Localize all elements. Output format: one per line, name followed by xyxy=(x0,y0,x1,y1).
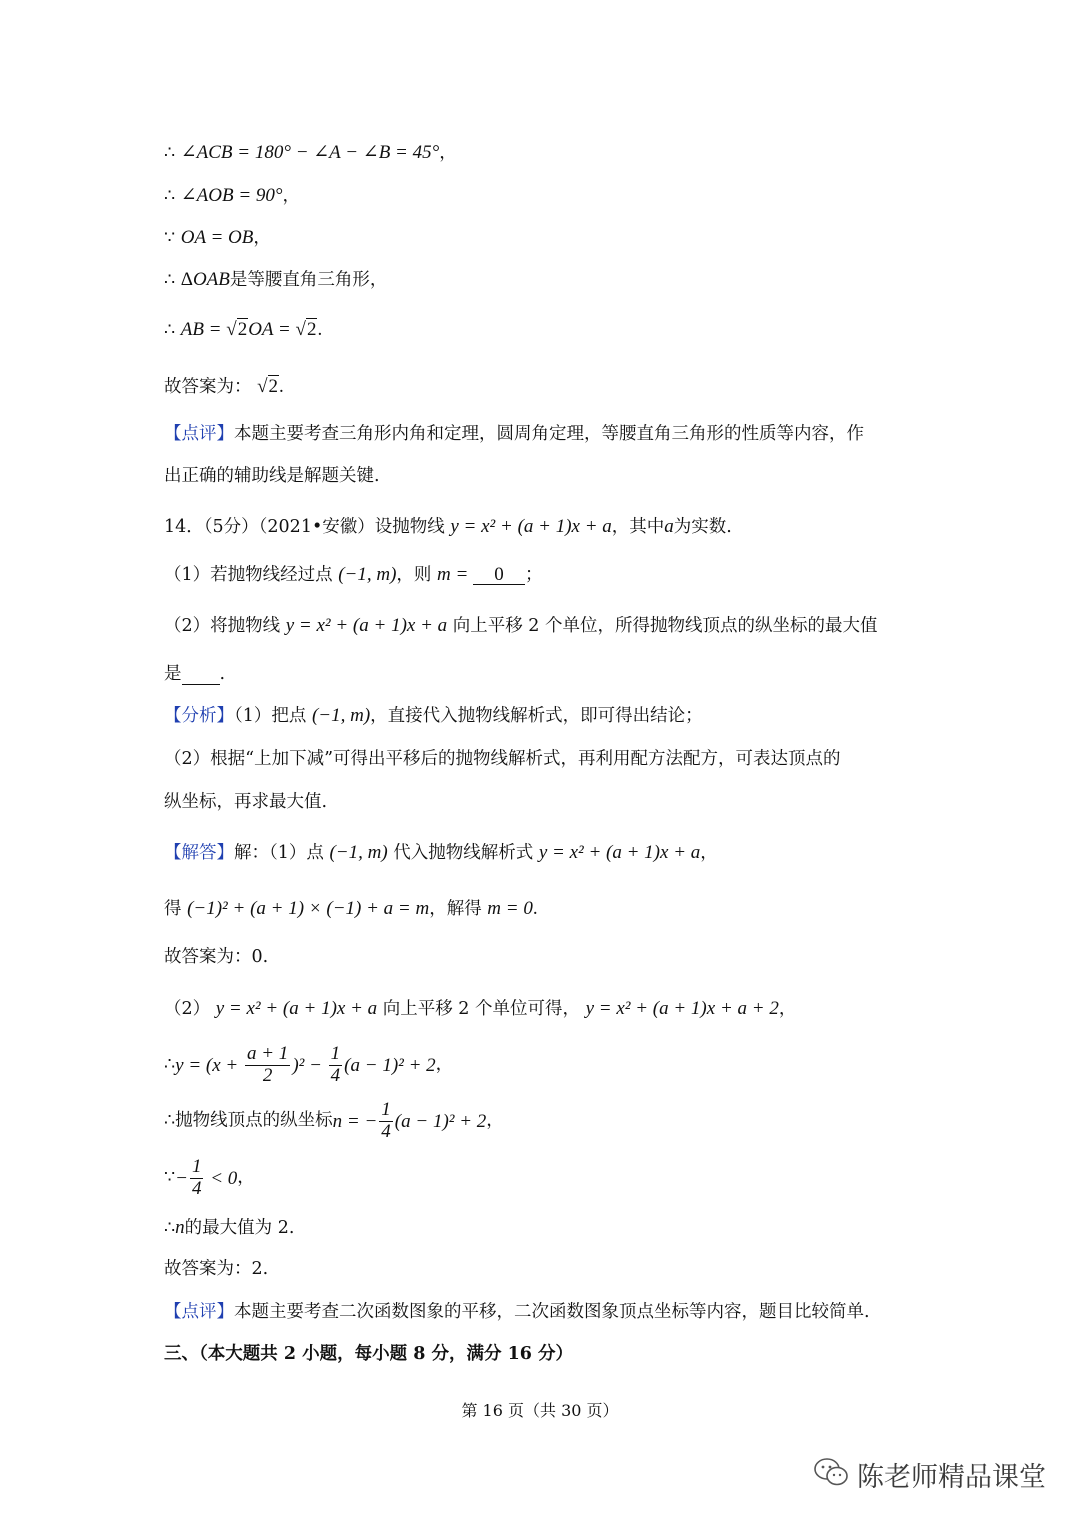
fraction-denominator: 4 xyxy=(191,1177,202,1199)
sqrt-sign: √2 xyxy=(226,319,248,340)
analysis-text: 纵坐标，再求最大值. xyxy=(164,792,328,812)
punct: . xyxy=(317,319,323,340)
solution-vertex-y xyxy=(164,1100,504,1143)
math-expression: m = xyxy=(437,564,474,585)
sqrt-sign: √2 xyxy=(295,319,317,340)
punct: ， xyxy=(700,843,718,863)
question-number: 14． xyxy=(164,517,204,537)
math-variable: n xyxy=(175,1217,185,1238)
part-text: 向上平移 2 个单位，所得抛物线顶点的纵坐标的最大值 xyxy=(452,616,878,636)
fraction-numerator: a + 1 xyxy=(246,1043,289,1064)
line-2 xyxy=(164,186,300,206)
section-3-heading xyxy=(164,1346,573,1364)
page-number: 第 16 页（共 30 页） xyxy=(461,1401,619,1420)
solution-vertex-form xyxy=(164,1044,453,1087)
math-expression: (−1, m) xyxy=(311,705,371,726)
line-1 xyxy=(164,143,457,163)
part-label: （2） xyxy=(164,999,211,1019)
watermark-text: 陈老师精品课堂 xyxy=(857,1462,1046,1493)
math-expression: < 0 xyxy=(205,1167,238,1189)
therefore-symbol: ∴ xyxy=(164,1218,176,1238)
therefore-symbol: ∴ xyxy=(164,186,176,206)
punct: . xyxy=(219,664,226,684)
punct: ， xyxy=(237,1167,255,1188)
punct: ， xyxy=(253,228,271,248)
question-text: ，其中 xyxy=(611,517,665,537)
fraction xyxy=(329,1044,343,1087)
analysis-text: （2）根据“上加下减”可得出平移后的抛物线解析式，再利用配方法配方，可表达顶点的 xyxy=(164,749,841,769)
therefore-symbol: ∴ xyxy=(164,143,176,163)
solution-text: 代入抛物线解析式 xyxy=(393,843,534,863)
page-footer xyxy=(0,1398,1080,1421)
fraction-numerator: 1 xyxy=(330,1043,341,1064)
watermark xyxy=(813,1455,1046,1494)
math-expression: OA = xyxy=(248,319,296,340)
question-14 xyxy=(164,517,732,537)
punct: ， xyxy=(282,186,300,206)
part-text: ，则 xyxy=(396,565,432,585)
math-expression: (−1, m) xyxy=(329,842,388,863)
punct: . xyxy=(532,898,538,919)
answer-blank xyxy=(182,666,220,685)
fraction-numerator: 1 xyxy=(381,1099,391,1120)
math-expression: AB = xyxy=(180,319,227,340)
sqrt-radicand: 2 xyxy=(237,319,248,340)
because-symbol: ∵ xyxy=(164,228,176,248)
solution-answer-1 xyxy=(164,949,268,967)
fraction-denominator: 4 xyxy=(330,1064,341,1086)
solution-text: 解：（1）点 xyxy=(234,843,324,863)
math-expression: y = x² + (a + 1)x + a xyxy=(538,842,701,863)
line-5 xyxy=(164,320,322,340)
review-1 xyxy=(164,426,864,444)
fraction-denominator: 4 xyxy=(381,1120,391,1142)
review-text: 本题主要考查二次函数图象的平移，二次函数图象顶点坐标等内容，题目比较简单. xyxy=(234,1302,870,1322)
question-text: 为实数. xyxy=(673,517,732,537)
solution xyxy=(164,843,718,863)
math-expression: y = x² + (a + 1)x + a xyxy=(450,516,612,537)
math-expression: − xyxy=(175,1167,188,1189)
sqrt-radicand: 2 xyxy=(306,319,317,340)
section-heading: 三、（本大题共 2 小题，每小题 8 分，满分 16 分） xyxy=(164,1344,574,1364)
question-14-part-1 xyxy=(164,565,543,585)
therefore-symbol: ∴ xyxy=(164,1054,176,1075)
answer-blank: 0 xyxy=(473,565,525,585)
math-expression: OA = OB xyxy=(180,227,254,248)
punct: ， xyxy=(439,143,457,163)
part-label: （2）将抛物线 xyxy=(164,616,281,636)
analysis-tag: 【分析】 xyxy=(164,706,234,726)
analysis-text: （1）把点 xyxy=(234,706,307,726)
fraction xyxy=(245,1044,290,1087)
question-meta: （5分）（2021•安徽）设抛物线 xyxy=(203,517,445,537)
punct: ， xyxy=(435,1054,454,1075)
therefore-symbol: ∴ xyxy=(164,1110,176,1131)
solution-text: 抛物线顶点的纵坐标 xyxy=(175,1110,333,1131)
question-14-part-2 xyxy=(164,616,878,636)
math-expression: (−1, m) xyxy=(338,564,397,585)
triangle-name: OAB xyxy=(192,269,230,290)
review-tag: 【点评】 xyxy=(164,1302,234,1322)
because-symbol: ∵ xyxy=(164,1167,176,1188)
solution-text: 的最大值为 2. xyxy=(184,1218,295,1238)
punct: ， xyxy=(778,999,797,1019)
sqrt-radicand: 2 xyxy=(268,376,279,397)
review-text: 本题主要考查三角形内角和定理，圆周角定理，等腰直角三角形的性质等内容，作 xyxy=(234,424,864,444)
therefore-symbol: ∴ xyxy=(164,270,176,290)
math-expression: )² − xyxy=(292,1054,327,1076)
fraction-denominator: 2 xyxy=(262,1064,273,1086)
math-expression: (−1)² + (a + 1) × (−1) + a = m xyxy=(187,898,430,919)
punct: ； xyxy=(525,565,543,585)
fraction-numerator: 1 xyxy=(191,1156,202,1177)
wechat-icon xyxy=(813,1457,849,1492)
punct: . xyxy=(279,376,284,397)
math-expression: (a − 1)² + 2 xyxy=(394,1110,487,1132)
solution-max xyxy=(164,1218,294,1238)
fraction xyxy=(379,1100,393,1143)
line-3 xyxy=(164,228,271,248)
analysis-line-3 xyxy=(164,794,327,812)
solution-text: 得 xyxy=(164,899,182,919)
punct: ， xyxy=(486,1110,504,1131)
part-label: （1）若抛物线经过点 xyxy=(164,565,333,585)
review-text: 出正确的辅助线是解题关键. xyxy=(164,466,380,486)
math-expression: (a − 1)² + 2 xyxy=(344,1054,436,1076)
analysis-text: ，直接代入抛物线解析式，即可得出结论； xyxy=(370,706,703,726)
solution-answer-2 xyxy=(164,1261,268,1279)
solution-text: 向上平移 2 个单位可得， xyxy=(382,999,580,1019)
line-6-answer xyxy=(164,377,284,397)
solution-text: ，解得 xyxy=(429,899,482,919)
solution-line-2 xyxy=(164,899,538,919)
sqrt-sign: √2 xyxy=(257,376,279,397)
math-expression: y = (x + xyxy=(175,1054,243,1076)
part-text: 是 xyxy=(164,664,182,684)
question-14-part-2-cont xyxy=(164,666,225,685)
line-4 xyxy=(164,270,387,290)
answer-text: 故答案为：2. xyxy=(164,1259,269,1279)
answer-text: 故答案为：0. xyxy=(164,947,269,967)
analysis xyxy=(164,706,703,726)
review-2 xyxy=(164,1304,870,1322)
fraction xyxy=(190,1157,204,1200)
line-text: 是等腰直角三角形， xyxy=(229,270,388,290)
analysis-line-2 xyxy=(164,751,841,769)
math-expression: y = x² + (a + 1)x + a + 2 xyxy=(585,998,779,1019)
math-expression: y = x² + (a + 1)x + a xyxy=(285,615,448,636)
math-expression: n = − xyxy=(332,1110,378,1132)
math-expression: ∠AOB = 90° xyxy=(180,185,283,206)
solution-tag: 【解答】 xyxy=(164,843,234,863)
math-variable: a xyxy=(664,516,674,537)
solution-inequality xyxy=(164,1157,255,1200)
answer-label: 故答案为： xyxy=(164,377,252,397)
therefore-symbol: ∴ xyxy=(164,320,176,340)
solution-part-2 xyxy=(164,999,796,1019)
review-tag: 【点评】 xyxy=(164,424,234,444)
review-1-cont xyxy=(164,468,380,486)
math-expression: ∠ACB = 180° − ∠A − ∠B = 45° xyxy=(180,142,440,163)
math-expression: m = 0 xyxy=(487,898,533,919)
delta-symbol: Δ xyxy=(180,269,193,290)
math-expression: y = x² + (a + 1)x + a xyxy=(215,998,378,1019)
